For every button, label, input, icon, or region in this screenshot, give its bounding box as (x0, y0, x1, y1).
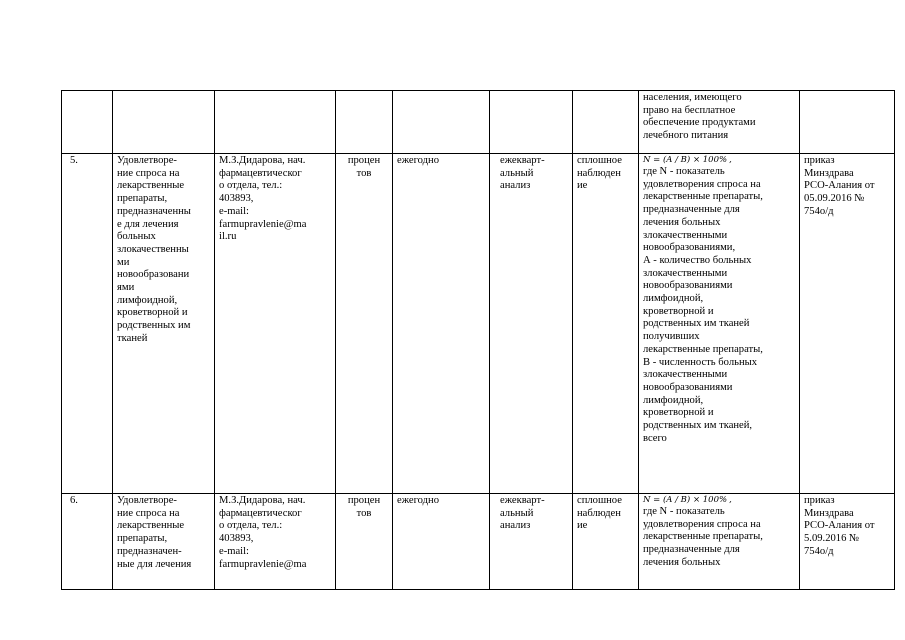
legal-basis: приказ Минздрава РСО-Алания от 05.09.2016 № 754о/д (800, 154, 895, 494)
indicator-name: Удовлетворе- ние спроса на лекарственные препараты, предназначенны е для лечения больных злокачественны ми новообразовани ями лимфоидной, кроветворной и родственных им тканей (113, 154, 215, 494)
reporting-method: ежекварт- альный анализ (490, 154, 573, 494)
indicator-name: Удовлетворе- ние спроса на лекарственные препараты, предназначен- ные для лечения (113, 494, 215, 590)
cell-empty (573, 91, 639, 154)
reporting-method: ежекварт- альный анализ (490, 494, 573, 590)
legal-basis: приказ Минздрава РСО-Алания от 5.09.2016 № 754о/д (800, 494, 895, 590)
cell-empty (336, 91, 393, 154)
row-number: 5. (62, 154, 113, 494)
table-row-5 (62, 154, 895, 494)
cell-empty (113, 91, 215, 154)
cell-empty (215, 91, 336, 154)
calculation-method (639, 154, 800, 494)
responsible-person: М.З.Дидарова, нач. фармацевтическог о отдела, тел.: 403893, e-mail: farmupravlenie@ma (215, 494, 336, 590)
responsible-person: М.З.Дидарова, нач. фармацевтическог о отдела, тел.: 403893, e-mail: farmupravlenie@ma il.ru (215, 154, 336, 494)
observation-method: сплошное наблюден ие (573, 154, 639, 494)
periodicity: ежегодно (393, 154, 490, 494)
indicators-table (61, 90, 895, 590)
cell-empty (62, 91, 113, 154)
table-row-6 (62, 494, 895, 590)
formula: N = (A / B) × 100% , (643, 495, 732, 505)
observation-method: сплошное наблюден ие (573, 494, 639, 590)
cell-empty (393, 91, 490, 154)
table-row-continued (62, 91, 895, 154)
unit-of-measure: процен тов (336, 494, 393, 590)
measure-definition-continued: населения, имеющего право на бесплатное обеспечение продуктами лечебного питания (639, 91, 800, 154)
periodicity: ежегодно (393, 494, 490, 590)
row-number: 6. (62, 494, 113, 590)
cell-empty (800, 91, 895, 154)
formula-definition: где N - показатель удовлетворения спроса на лекарственные препараты, предназначенные для лечения больных злокачественными новообразованиями, А - количество больных злокачественными новообразованиями лимфоидной, кроветворной и родственных им тканей получивших лекарственные препараты, В - численность больных злокачественными новообразованиями лимфоидной, кроветворной и родственных им тканей, всего (643, 166, 763, 444)
cell-empty (490, 91, 573, 154)
unit-of-measure: процен тов (336, 154, 393, 494)
calculation-method (639, 494, 800, 590)
formula: N = (A / B) × 100% , (643, 155, 732, 165)
formula-definition: где N - показатель удовлетворения спроса на лекарственные препараты, предназначенные для лечения больных (643, 506, 763, 568)
